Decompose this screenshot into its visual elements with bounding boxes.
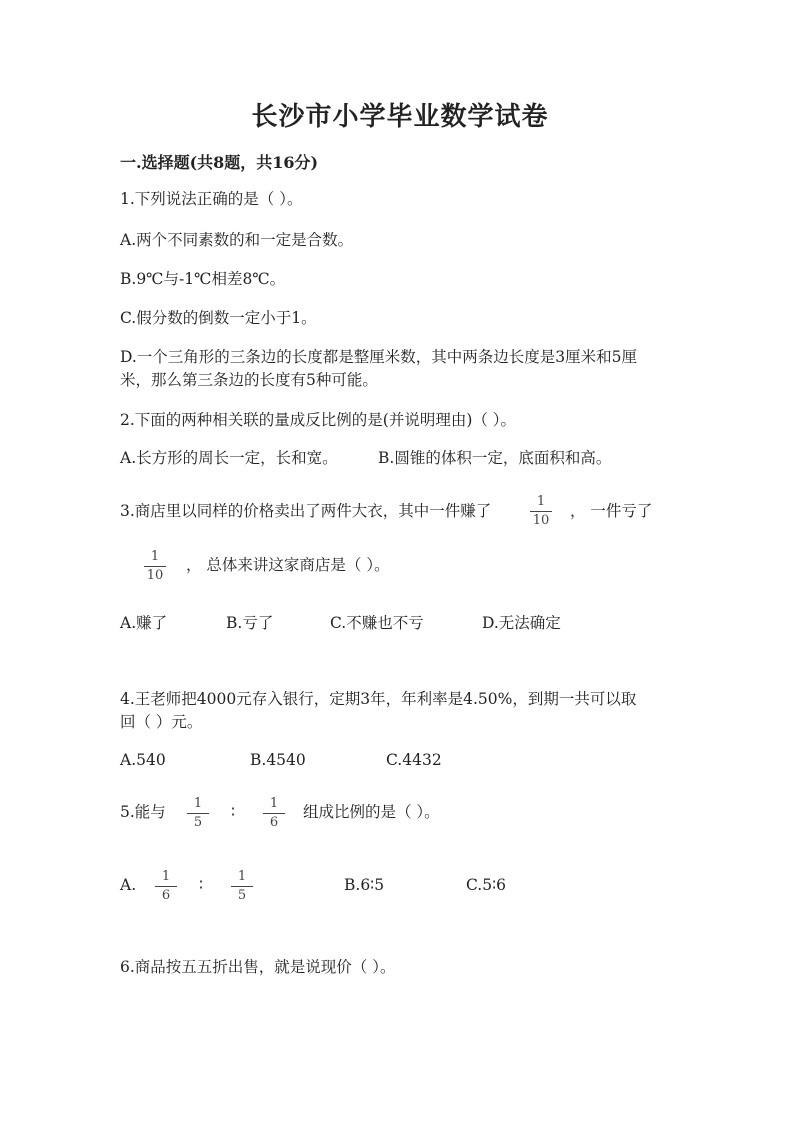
fraction-numerator: 1 (161, 869, 171, 884)
fraction-denominator: 5 (193, 815, 203, 830)
q1-option-d-line2: 米，那么第三条边的长度有5种可能。 (120, 371, 378, 389)
q5-ratio-colon: ∶ (231, 803, 236, 821)
q1-option-d-line1: D.一个三角形的三条边的长度都是整厘米数，其中两条边长度是3厘米和5厘 (120, 348, 638, 366)
q1-option-c: C.假分数的倒数一定小于1。 (120, 309, 317, 327)
q5-option-a-label: A. (120, 876, 137, 894)
section-heading: 一.选择题(共8题，共16分) (120, 153, 319, 172)
q4-option-c: C.4432 (386, 751, 442, 769)
q3-fraction-2 (144, 549, 166, 584)
q3-option-c: C.不赚也不亏 (330, 614, 424, 632)
q5-option-a-colon: ∶ (199, 876, 204, 894)
q4-option-b: B.4540 (250, 751, 306, 769)
fraction-numerator: 1 (237, 869, 247, 884)
q2-stem: 2.下面的两种相关联的量成反比例的是(并说明理由)（ ）。 (120, 411, 517, 429)
q5-option-a-fraction-2 (231, 869, 253, 904)
q5-stem-prefix: 5.能与 (120, 803, 166, 821)
q5-fraction-2 (263, 796, 285, 831)
q5-option-a-fraction-1 (155, 869, 177, 904)
fraction-bar (187, 813, 209, 814)
q1-option-b: B.9℃与-1℃相差8℃。 (120, 270, 286, 288)
q3-option-b: B.亏了 (226, 614, 274, 632)
exam-title: 长沙市小学毕业数学试卷 (251, 102, 549, 132)
q5-option-b: B.6∶5 (344, 876, 385, 894)
q2-option-b: B.圆锥的体积一定，底面积和高。 (378, 449, 612, 467)
fraction-denominator: 10 (146, 568, 164, 583)
q3-option-a: A.赚了 (120, 614, 168, 632)
fraction-numerator: 1 (193, 796, 203, 811)
q1-option-a: A.两个不同素数的和一定是合数。 (120, 231, 354, 249)
q5-option-c: C.5∶6 (466, 876, 506, 894)
q3-option-d: D.无法确定 (482, 614, 561, 632)
q3-stem-part2: ， 一件亏了 (570, 502, 653, 520)
fraction-bar (144, 566, 166, 567)
fraction-bar (530, 511, 552, 512)
q4-stem-line1: 4.王老师把4000元存入银行，定期3年，年利率是4.50%，到期一共可以取 (120, 690, 637, 708)
fraction-denominator: 10 (532, 513, 550, 528)
fraction-numerator: 1 (269, 796, 279, 811)
q1-stem: 1.下列说法正确的是（ ）。 (120, 190, 303, 208)
q6-stem: 6.商品按五五折出售，就是说现价（ ）。 (120, 958, 396, 976)
q5-stem-suffix: 组成比例的是（ ）。 (303, 803, 440, 821)
fraction-numerator: 1 (536, 494, 546, 509)
fraction-bar (263, 813, 285, 814)
fraction-denominator: 6 (161, 888, 171, 903)
q4-option-a: A.540 (120, 751, 166, 769)
fraction-numerator: 1 (150, 549, 160, 564)
q5-fraction-1 (187, 796, 209, 831)
q3-stem-part3: ， 总体来讲这家商店是（ ）。 (186, 556, 390, 574)
q3-stem-part1: 3.商店里以同样的价格卖出了两件大衣，其中一件赚了 (120, 502, 492, 520)
q4-stem-line2: 回（ ）元。 (120, 713, 203, 731)
q2-option-a: A.长方形的周长一定，长和宽。 (120, 449, 338, 467)
fraction-denominator: 5 (237, 888, 247, 903)
fraction-denominator: 6 (269, 815, 279, 830)
fraction-bar (155, 886, 177, 887)
fraction-bar (231, 886, 253, 887)
q3-fraction-1 (530, 494, 552, 529)
